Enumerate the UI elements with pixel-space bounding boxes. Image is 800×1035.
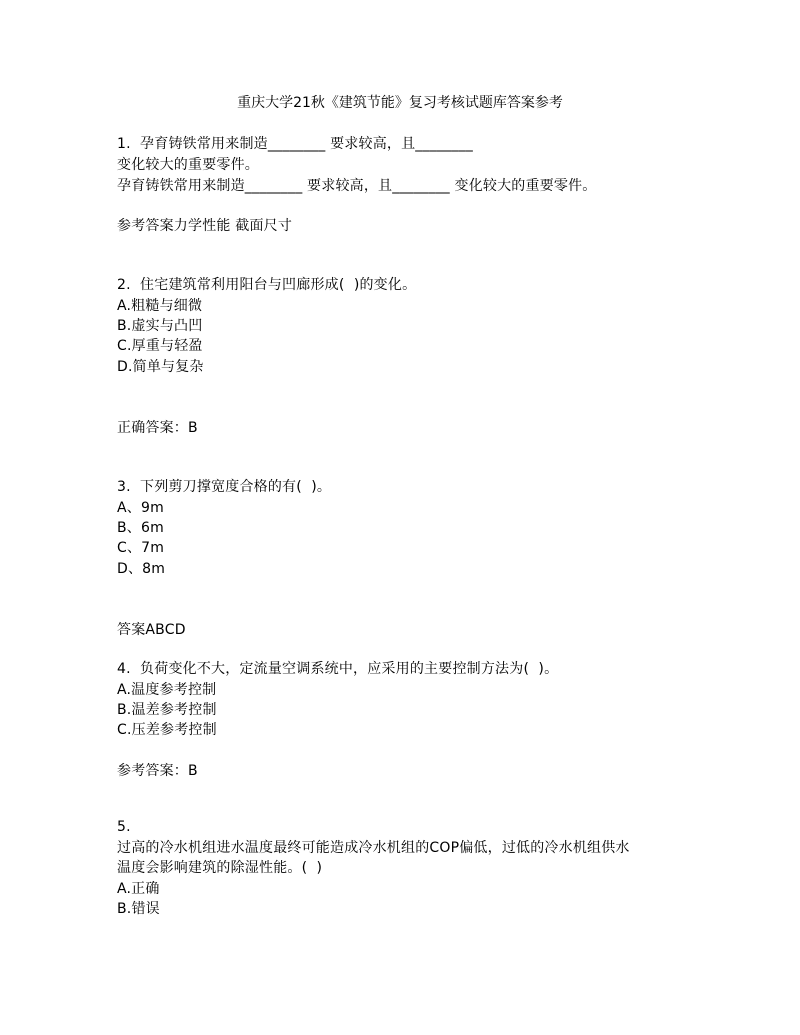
q5-stem-line2: 温度会影响建筑的除湿性能。( )	[117, 860, 323, 876]
q1-stem-line1: 1. 孕育铸铁常用来制造________ 要求较高，且________	[117, 136, 473, 152]
q5-number: 5.	[117, 819, 131, 835]
q1-stem-line3: 孕育铸铁常用来制造________ 要求较高，且________ 变化较大的重要零件。	[117, 178, 597, 194]
q3-stem: 3. 下列剪刀撑宽度合格的有( )。	[117, 479, 332, 495]
q4-answer: 参考答案：B	[117, 763, 198, 779]
q4-option-b: B.温差参考控制	[117, 702, 217, 718]
q2-stem: 2. 住宅建筑常利用阳台与凹廊形成( )的变化。	[117, 277, 417, 293]
q3-option-b: B、6m	[117, 520, 164, 536]
q2-answer: 正确答案：B	[117, 420, 198, 436]
q4-stem: 4. 负荷变化不大，定流量空调系统中，应采用的主要控制方法为( )。	[117, 661, 559, 677]
q5-option-b: B.错误	[117, 901, 160, 917]
q4-option-a: A.温度参考控制	[117, 682, 217, 698]
q1-answer: 参考答案力学性能 截面尺寸	[117, 218, 293, 234]
q3-option-d: D、8m	[117, 561, 166, 577]
q2-option-a: A.粗糙与细微	[117, 298, 203, 314]
q2-option-c: C.厚重与轻盈	[117, 338, 203, 354]
q5-stem-line1: 过高的冷水机组进水温度最终可能造成冷水机组的COP偏低，过低的冷水机组供水	[117, 840, 630, 856]
q2-option-b: B.虚实与凸凹	[117, 318, 203, 334]
q4-option-c: C.压差参考控制	[117, 722, 217, 738]
q1-stem-line2: 变化较大的重要零件。	[117, 157, 259, 173]
q5-option-a: A.正确	[117, 881, 160, 897]
document-title: 重庆大学21秋《建筑节能》复习考核试题库答案参考	[237, 95, 563, 111]
q3-option-c: C、7m	[117, 540, 165, 556]
q2-option-d: D.简单与复杂	[117, 359, 204, 375]
q3-answer: 答案ABCD	[117, 622, 186, 638]
q3-option-a: A、9m	[117, 500, 164, 516]
